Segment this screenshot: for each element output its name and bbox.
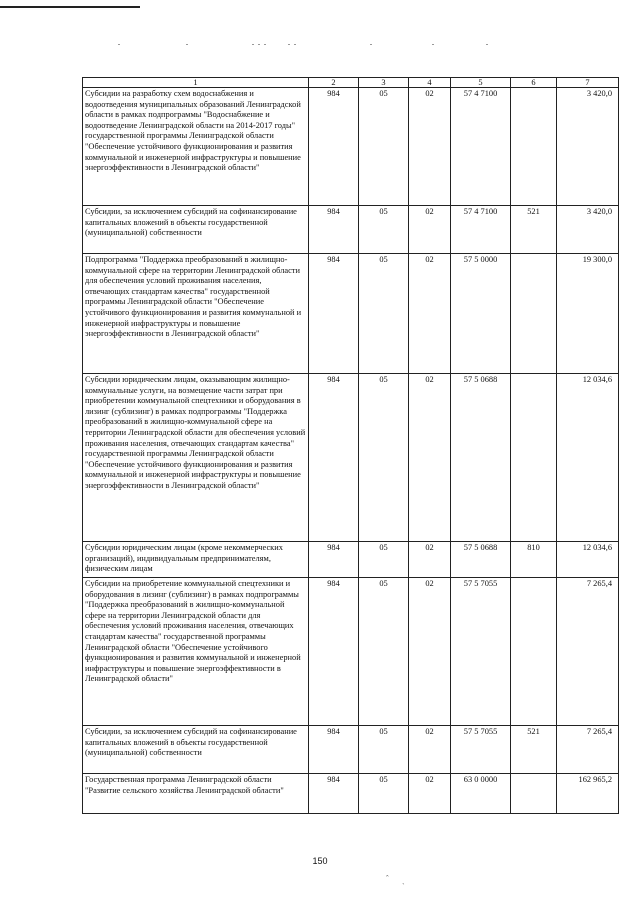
row-section-code: 05 [359,578,409,726]
row-amount: 12 034,6 [557,374,619,542]
row-name: Субсидии юридическим лицам (кроме некоммерческих организаций), индивидуальным предпринимателям, физическим лицам [83,542,309,578]
row-section-code: 05 [359,254,409,374]
column-number: 3 [359,78,409,88]
row-target-article: 57 4 7100 [451,206,511,254]
row-name: Субсидии юридическим лицам, оказывающим жилищно-коммунальные услуги, на возмещение части затрат при приобретении коммунальной спецтехники и оборудования в лизинг (сублизинг) в рамках подпрограммы "Поддержка преобразований в жилищно-коммунальной сфере на территории Ленинградской области для обеспечения условий проживания населения, отвечающих стандартам качества" государственной программы Ленинградской области "Обеспечение устойчивого функционирования и развития коммунальной и инженерной инфраструктуры и повышение энергоэффективности в Ленинградской области" [83,374,309,542]
row-expense-type: 521 [511,726,557,774]
row-subsection-code: 02 [409,542,451,578]
row-target-article: 57 4 7100 [451,88,511,206]
table-row [83,578,619,726]
row-subsection-code: 02 [409,726,451,774]
row-expense-type [511,774,557,814]
scan-specks [0,44,640,50]
row-name: Субсидии на приобретение коммунальной спецтехники и оборудования в лизинг (сублизинг) в рамках подпрограммы "Поддержка преобразований в жилищно-коммунальной сфере на территории Ленинградской области для обеспечения условий проживания населения, отвечающих стандартам качества" государственной программы Ленинградской области "Обеспечение устойчивого функционирования и развития коммунальной и инженерной инфраструктуры и повышение энергоэффективности в Ленинградской области" [83,578,309,726]
row-subsection-code: 02 [409,374,451,542]
row-expense-type [511,374,557,542]
row-grbs-code: 984 [309,254,359,374]
row-section-code: 05 [359,726,409,774]
row-name: Субсидии, за исключением субсидий на софинансирование капитальных вложений в объекты государственной (муниципальной) собственности [83,726,309,774]
row-section-code: 05 [359,206,409,254]
row-section-code: 05 [359,88,409,206]
column-number: 5 [451,78,511,88]
table-row [83,254,619,374]
row-grbs-code: 984 [309,88,359,206]
row-grbs-code: 984 [309,374,359,542]
column-number: 4 [409,78,451,88]
table-row [83,374,619,542]
row-target-article: 57 5 7055 [451,726,511,774]
row-subsection-code: 02 [409,254,451,374]
table-row [83,542,619,578]
budget-table [82,77,619,814]
row-amount: 19 300,0 [557,254,619,374]
row-amount: 7 265,4 [557,726,619,774]
row-grbs-code: 984 [309,578,359,726]
table-row [83,774,619,814]
scan-mark: ˆ [386,874,389,883]
row-grbs-code: 984 [309,774,359,814]
row-amount: 3 420,0 [557,206,619,254]
row-expense-type: 521 [511,206,557,254]
row-amount: 3 420,0 [557,88,619,206]
row-section-code: 05 [359,542,409,578]
row-name: Субсидии на разработку схем водоснабжения и водоотведения муниципальных образований Ленинградской области в рамках подпрограммы "Водоснабжение и водоотведение Ленинградской области на 2014-2017 годы" государственной программы Ленинградской области "Обеспечение устойчивого функционирования и развития коммунальной и инженерной инфраструктуры и повышение энергоэффективности в Ленинградской области" [83,88,309,206]
scan-mark: ` [402,882,405,891]
column-number: 2 [309,78,359,88]
row-amount: 162 965,2 [557,774,619,814]
row-grbs-code: 984 [309,542,359,578]
row-target-article: 57 5 0688 [451,374,511,542]
row-expense-type: 810 [511,542,557,578]
row-expense-type [511,578,557,726]
row-grbs-code: 984 [309,726,359,774]
row-name: Субсидии, за исключением субсидий на софинансирование капитальных вложений в объекты государственной (муниципальной) собственности [83,206,309,254]
row-target-article: 63 0 0000 [451,774,511,814]
row-target-article: 57 5 0000 [451,254,511,374]
row-name: Подпрограмма "Поддержка преобразований в жилищно-коммунальной сфере на территории Ленинградской области для обеспечения условий проживания населения, отвечающих стандартам качества" государственной программы Ленинградской области "Обеспечение устойчивого функционирования и развития коммунальной и инженерной инфраструктуры и повышение энергоэффективности в Ленинградской области" [83,254,309,374]
row-subsection-code: 02 [409,206,451,254]
row-target-article: 57 5 0688 [451,542,511,578]
column-number: 6 [511,78,557,88]
row-amount: 12 034,6 [557,542,619,578]
row-expense-type [511,88,557,206]
column-number-row [83,78,619,88]
row-grbs-code: 984 [309,206,359,254]
table-row [83,206,619,254]
row-target-article: 57 5 7055 [451,578,511,726]
row-subsection-code: 02 [409,88,451,206]
row-section-code: 05 [359,374,409,542]
top-scan-rule [0,6,140,8]
column-number: 1 [83,78,309,88]
row-amount: 7 265,4 [557,578,619,726]
table-row [83,726,619,774]
row-name: Государственная программа Ленинградской области "Развитие сельского хозяйства Ленинградской области" [83,774,309,814]
row-subsection-code: 02 [409,578,451,726]
page-number: 150 [312,856,328,866]
table-row [83,88,619,206]
row-section-code: 05 [359,774,409,814]
row-expense-type [511,254,557,374]
row-subsection-code: 02 [409,774,451,814]
column-number: 7 [557,78,619,88]
